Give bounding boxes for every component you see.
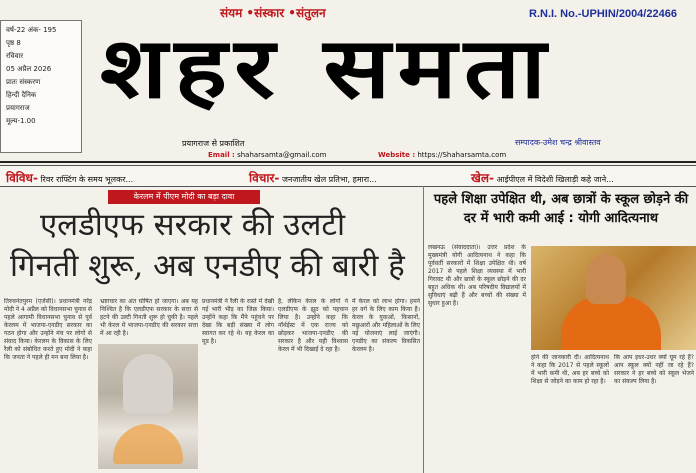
category-teaser: जनजातीय खेल प्रतिभा, हमारा... [281,175,377,184]
issue-line: 05 अप्रैल 2026 [6,65,52,73]
lead-headline [10,205,420,287]
lead-headline-line: एलडीएफ सरकार की उलटी [40,207,346,243]
lead-column: में केरल को लाभ होगा। हमने हर वर्ग के लिए काम किया है। केरल के युवाओं, किसानों, मछुआरों और महिलाओं के लिए नई योजनाएं लाई जाएंगी। एनडीए का संकल्प विकसित केरलम है। [352,298,420,353]
email-address[interactable]: shaharsamta@gmail.com [237,151,327,159]
issue-line: प्रातः संस्करण [6,78,41,86]
photo-robe [561,296,661,350]
side-column: कि आप इधर-उधर क्यों घूम रहे हैं? आप स्कूल क्यों नहीं जा रहे हैं? सरकार ने हर बच्चे को स्कूल भेजने का संकल्प लिया है। [614,354,694,385]
lead-column: भ्रष्टाचार का अंत घोषित हो जाएगा। अब यह निश्चित है कि एलडीएफ सरकार के सत्ता से हटने की उल्टी गिनती शुरू हो चुकी है। पहले भी केरल में भाजपा-एनडीए की सरकार सत्ता में आ रही है। [100,298,198,337]
photo-figure [123,354,173,414]
side-column: लखनऊ (संवाददाता)। उत्तर प्रदेश के मुख्यमंत्री योगी आदित्यनाथ ने कहा कि पूर्ववर्ती सरकारों में शिक्षा उपेक्षित थी। वर्ष 2017 से पहले शिक्षा व्यवस्था में भारी गिरावट थी और छात्रों के स्कूल छोड़ने की दर बहुत अधिक थी। अब परिषदीय विद्यालयों में सुविधाएं बढ़ी हैं और बच्चों की संख्या में सुधार हुआ है। [428,244,526,307]
issue-info-box [0,20,82,153]
column-divider [423,186,424,473]
editor-credit: सम्पादक-उमेश चन्द्र श्रीवास्तव [515,138,601,147]
website-url[interactable]: https://Shaharsamta.com [417,151,507,159]
lead-column: तिरुवनंतपुरम (एजेंसी)। प्रधानमंत्री नरेंद्र मोदी ने 4 अप्रैल को विधानसभा चुनाव से पहले आगामी विधानसभा चुनाव से पूर्व केरलम में भाजपा-एनडीए सरकार का गठन होगा और उन्होंने मंच पर लोगों से संवाद किया। केरलम के विकास के लिए रैली को संबोधित करते हुए मोदी ने कहा कि जनता ने पहले ही मन बना लिया है। [4,298,92,361]
side-column: होने की जानकारी दी। आदित्यनाथ ने कहा कि 2017 से पहले स्कूलों में भारी कमी थी, अब हर बच्चे को शिक्षा से जोड़ने का काम हो रहा है। [531,354,609,385]
issue-line: हिन्दी दैनिक [6,91,37,99]
newspaper-title: शहर समता [100,18,554,117]
issue-line: प्रयागराज [6,104,30,112]
issue-line: पृष्ठ 8 [6,39,21,47]
category-item[interactable] [249,169,377,186]
issue-line: मूल्य-1.00 [6,117,36,125]
website-label: Website : [378,151,416,159]
lead-column: प्रधानमंत्री ने रैली के रास्ते में देखी गई भारी भीड़ का जिक्र किया। उन्होंने कहा कि मैंने पहुंचने पर देखा कि बड़ी संख्या में लोग स्वागत कर रहे थे। यह केरल का मूड है। [202,298,274,345]
category-label: खेल- [471,171,494,185]
yogi-photo [531,246,696,350]
category-item[interactable] [471,169,614,186]
photo-backdrop [113,424,183,464]
masthead-rule [0,161,696,163]
issue-line: वर्ष-22 अंक- 195 [6,26,57,34]
published-from: प्रयागराज से प्रकाशित [182,139,245,148]
lead-column: है, लेकिन केरल के लोगों ने एलडीएफ के झूठ को पहचान लिया है। उन्होंने कहा कि नॉर्थईस्ट में एक राज्य को छोड़कर भाजपा-एनडीए की सरकार है और यही विश्वास केरल में भी दिखाई दे रहा है। [278,298,348,353]
category-label: विविध- [6,171,38,185]
issue-line: रविवार [6,52,24,60]
lead-headline-line: गिनती शुरू, अब एनडीए की बारी है [10,248,405,284]
category-strip [0,165,696,187]
category-item[interactable] [6,169,133,186]
masthead-tagline: संयम •संस्कार •संतुलन [220,6,326,20]
category-teaser: आईपीएल में विदेशी खिलाड़ी कहे जाने... [496,175,614,184]
contact-website[interactable] [378,151,506,159]
rni-number: R.N.I. No.-UPHIN/2004/22466 [529,8,677,20]
category-teaser: रिवर राफ्टिंग के समय भूलकर... [40,175,134,184]
email-label: Email : [208,151,235,159]
category-label: विचार- [249,171,280,185]
photo-figure [586,254,626,304]
lead-kicker: केरलम में पीएम मोदी का बड़ा दावा [108,190,260,204]
pm-photo [98,344,198,469]
side-headline: पहले शिक्षा उपेक्षित थी, अब छात्रों के स्कूल छोड़ने की दर में भारी कमी आई : योगी आदित्यनाथ [433,192,689,226]
contact-email[interactable] [208,151,326,159]
